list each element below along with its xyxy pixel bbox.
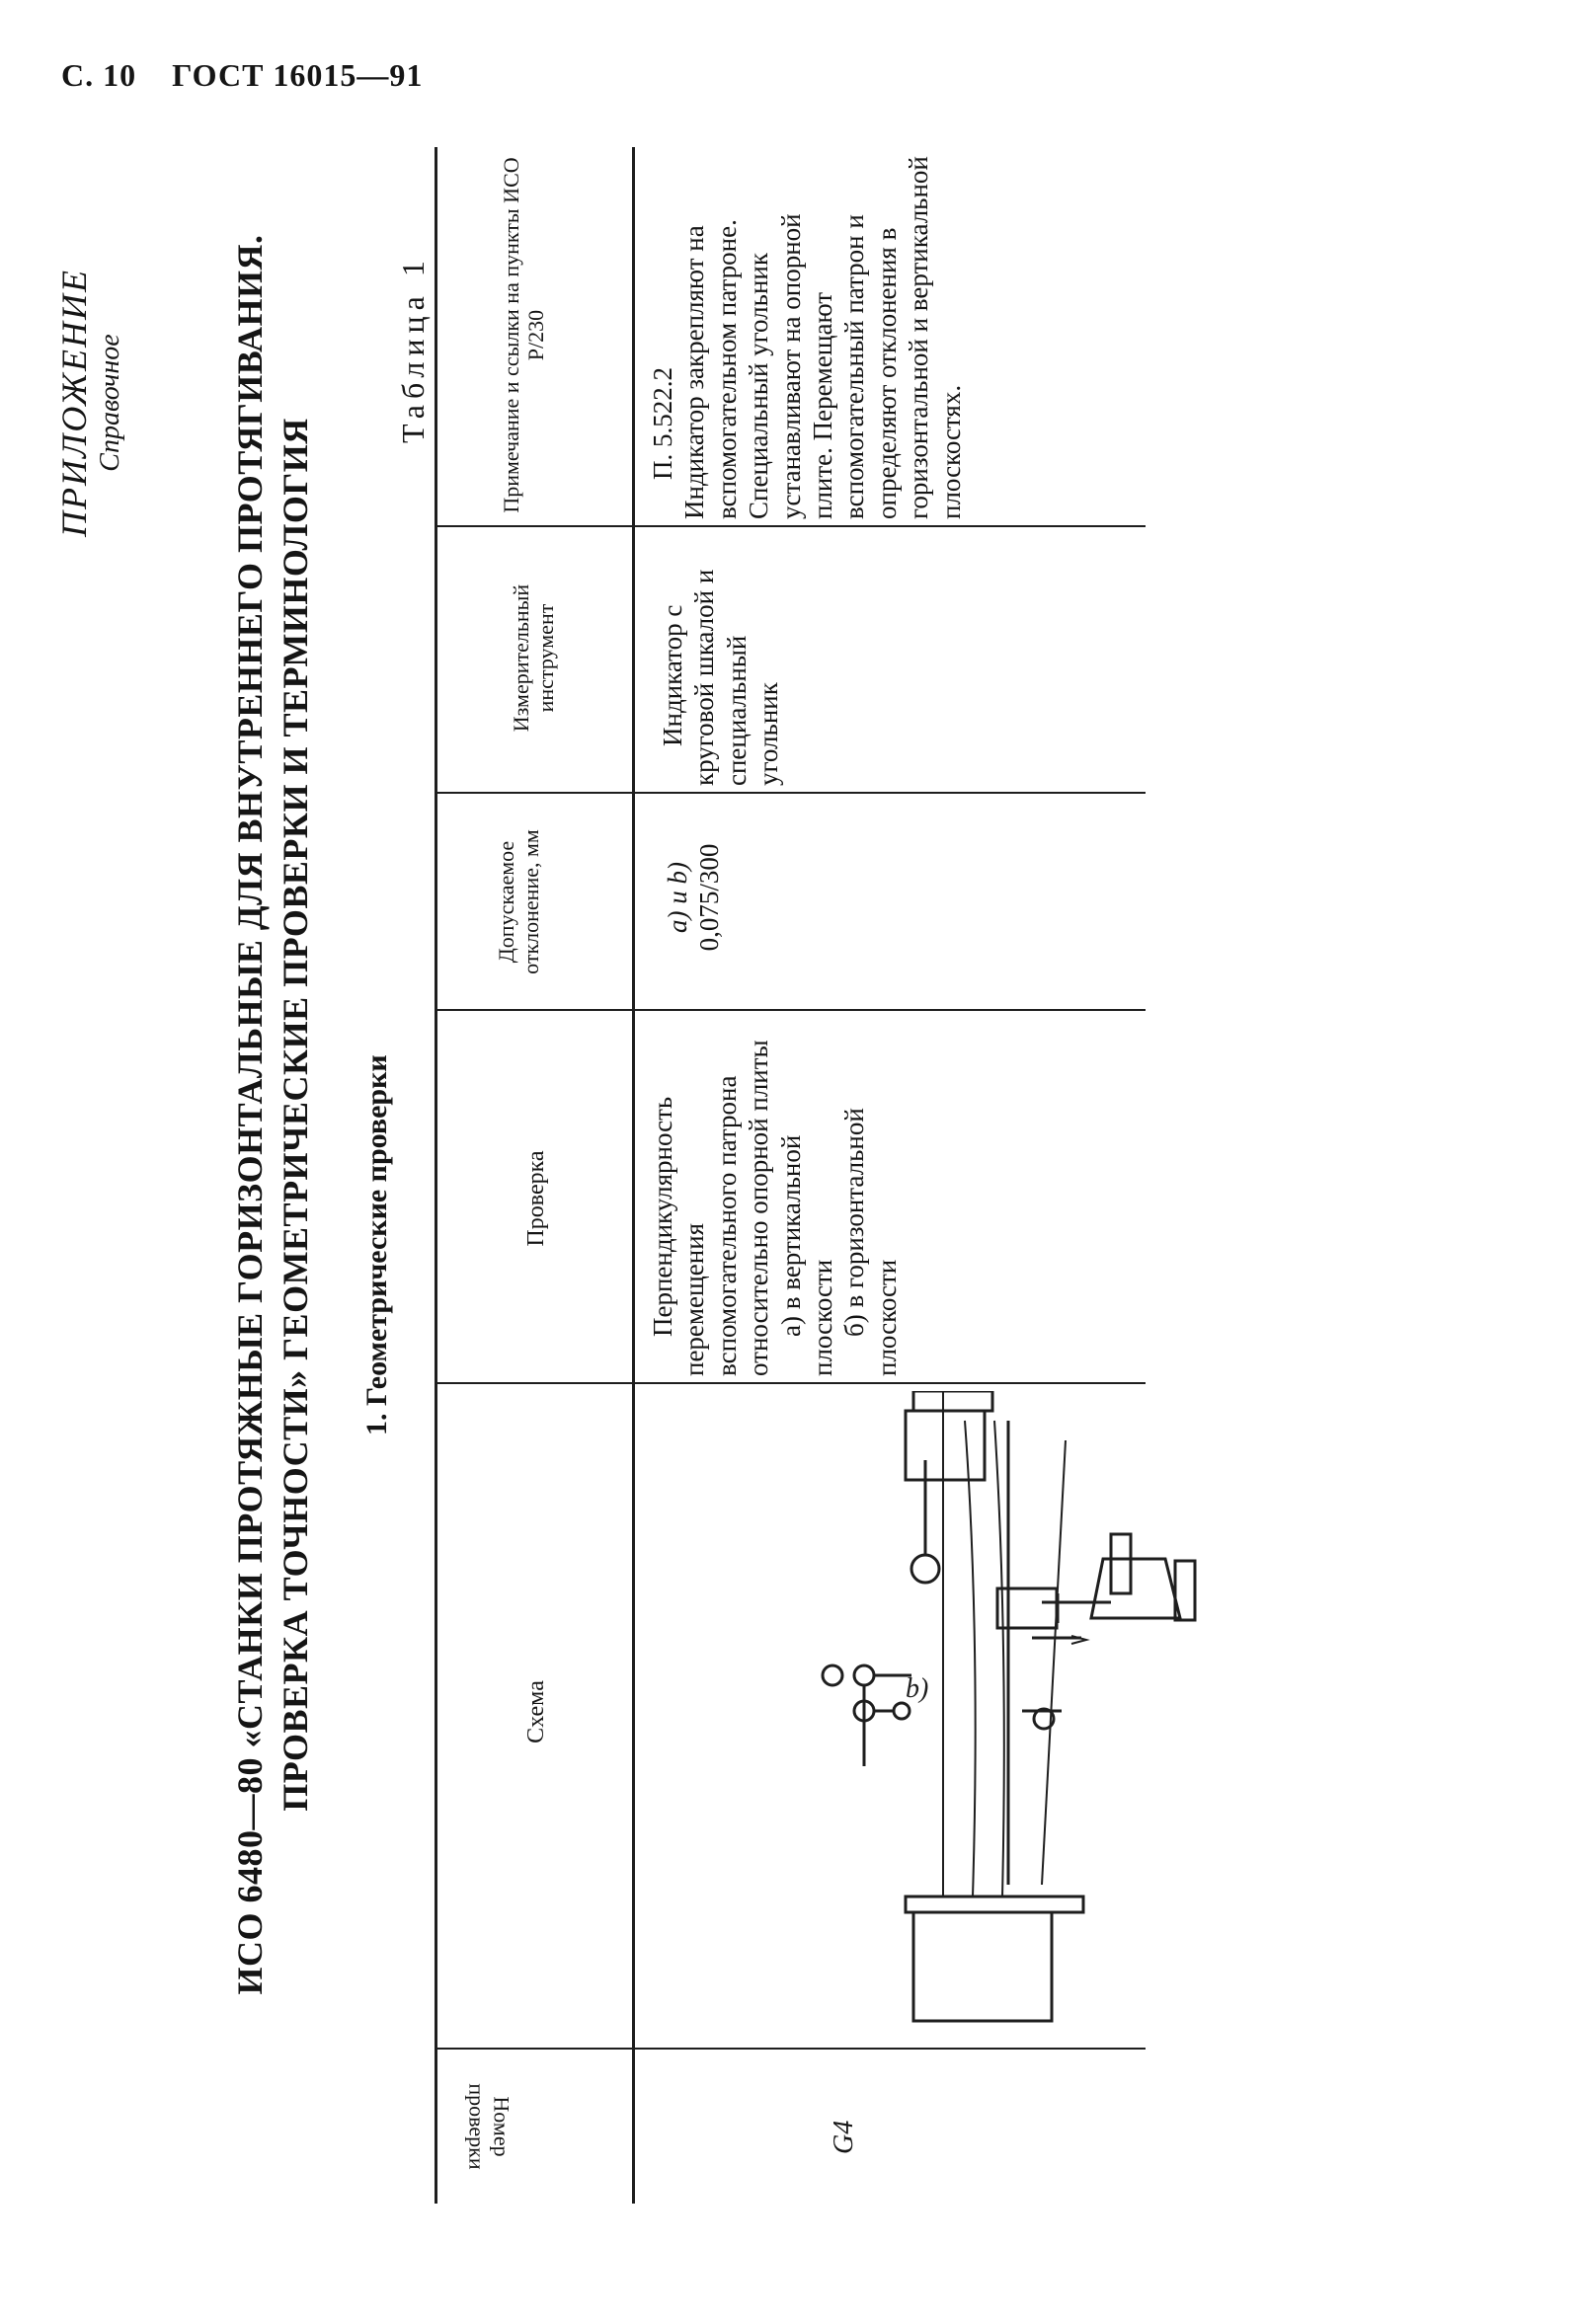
row-notes xyxy=(647,156,967,519)
row-instrument: Индикатор с круговой шкалой и специальный угольник xyxy=(658,569,784,786)
body-divider-2 xyxy=(632,1382,1146,1384)
check-text: Перпендикулярность перемещения вспомогательного патрона относительно опорной плиты xyxy=(648,1040,774,1376)
appendix-subtitle: Справочное xyxy=(95,334,126,472)
page-number: С. 10 xyxy=(61,57,137,93)
document-title xyxy=(227,201,318,2028)
notes-text: Индикатор закрепляют на вспомогательном патроне. Специальный угольник устанавливают на опорной плите. Перемещают вспомогательный патрон и определяют отклонения в горизонтальной и вертикальной плоскостях. xyxy=(679,156,966,519)
col-divider-2 xyxy=(435,1382,632,1384)
body-divider-3 xyxy=(632,1009,1146,1011)
chuck-body xyxy=(997,1588,1057,1628)
header-scheme: Схема xyxy=(523,1680,549,1743)
header-number: Номер проверки xyxy=(464,2083,514,2170)
check-option-b: б) в горизонтальной плоскости xyxy=(839,1108,902,1376)
support-plate xyxy=(906,1897,1083,1912)
scheme-drawing xyxy=(647,1391,1200,2033)
title-line-2: ПРОВЕРКА ТОЧНОСТИ» ГЕОМЕТРИЧЕСКИЕ ПРОВЕРКИ И ТЕРМИНОЛОГИЯ xyxy=(276,418,316,1812)
body-divider-5 xyxy=(632,525,1146,527)
col-divider-4 xyxy=(435,792,632,794)
col-divider-1 xyxy=(435,2048,632,2050)
row-check xyxy=(647,1021,903,1376)
header-tolerance: Допускаемое отклонение, мм xyxy=(494,829,544,974)
table-label: Таблица 1 xyxy=(395,255,431,443)
col-divider-3 xyxy=(435,1009,632,1011)
dial-indicator xyxy=(911,1555,939,1583)
tolerance-value: 0,075/300 xyxy=(694,843,725,952)
notes-reference: П. 5.522.2 xyxy=(648,367,677,480)
header-notes: Примечание и ссылки на пункты ИСО Р/230 xyxy=(499,157,549,513)
appendix-label xyxy=(54,269,127,537)
table-top-rule xyxy=(435,147,437,2204)
row-tolerance xyxy=(662,794,726,1001)
section-title: 1. Геометрические проверки xyxy=(360,1054,393,1435)
appendix-title: ПРИЛОЖЕНИЕ xyxy=(54,269,94,537)
header-instrument: Измерительный инструмент xyxy=(509,583,559,733)
support-foot xyxy=(1091,1559,1180,1618)
auxiliary-chuck xyxy=(906,1411,985,1480)
standard-number: ГОСТ 16015—91 xyxy=(172,57,424,93)
title-line-1: ИСО 6480—80 «СТАНКИ ПРОТЯЖНЫЕ ГОРИЗОНТАЛЬНЫЕ ДЛЯ ВНУТРЕННЕГО ПРОТЯГИВАНИЯ. xyxy=(230,234,270,1995)
row-number: G4 xyxy=(829,2120,859,2154)
tolerance-label: a) и b) xyxy=(663,862,692,933)
check-option-a: а) в вертикальной плоскости xyxy=(775,1134,837,1376)
base-plate xyxy=(913,1912,1052,2021)
body-divider-1 xyxy=(632,2048,1146,2050)
scheme-label-b: b) xyxy=(906,1673,929,1704)
header-rule xyxy=(632,147,635,2204)
header-check: Проверка xyxy=(523,1150,549,1247)
col-divider-5 xyxy=(435,525,632,527)
body-divider-4 xyxy=(632,792,1146,794)
